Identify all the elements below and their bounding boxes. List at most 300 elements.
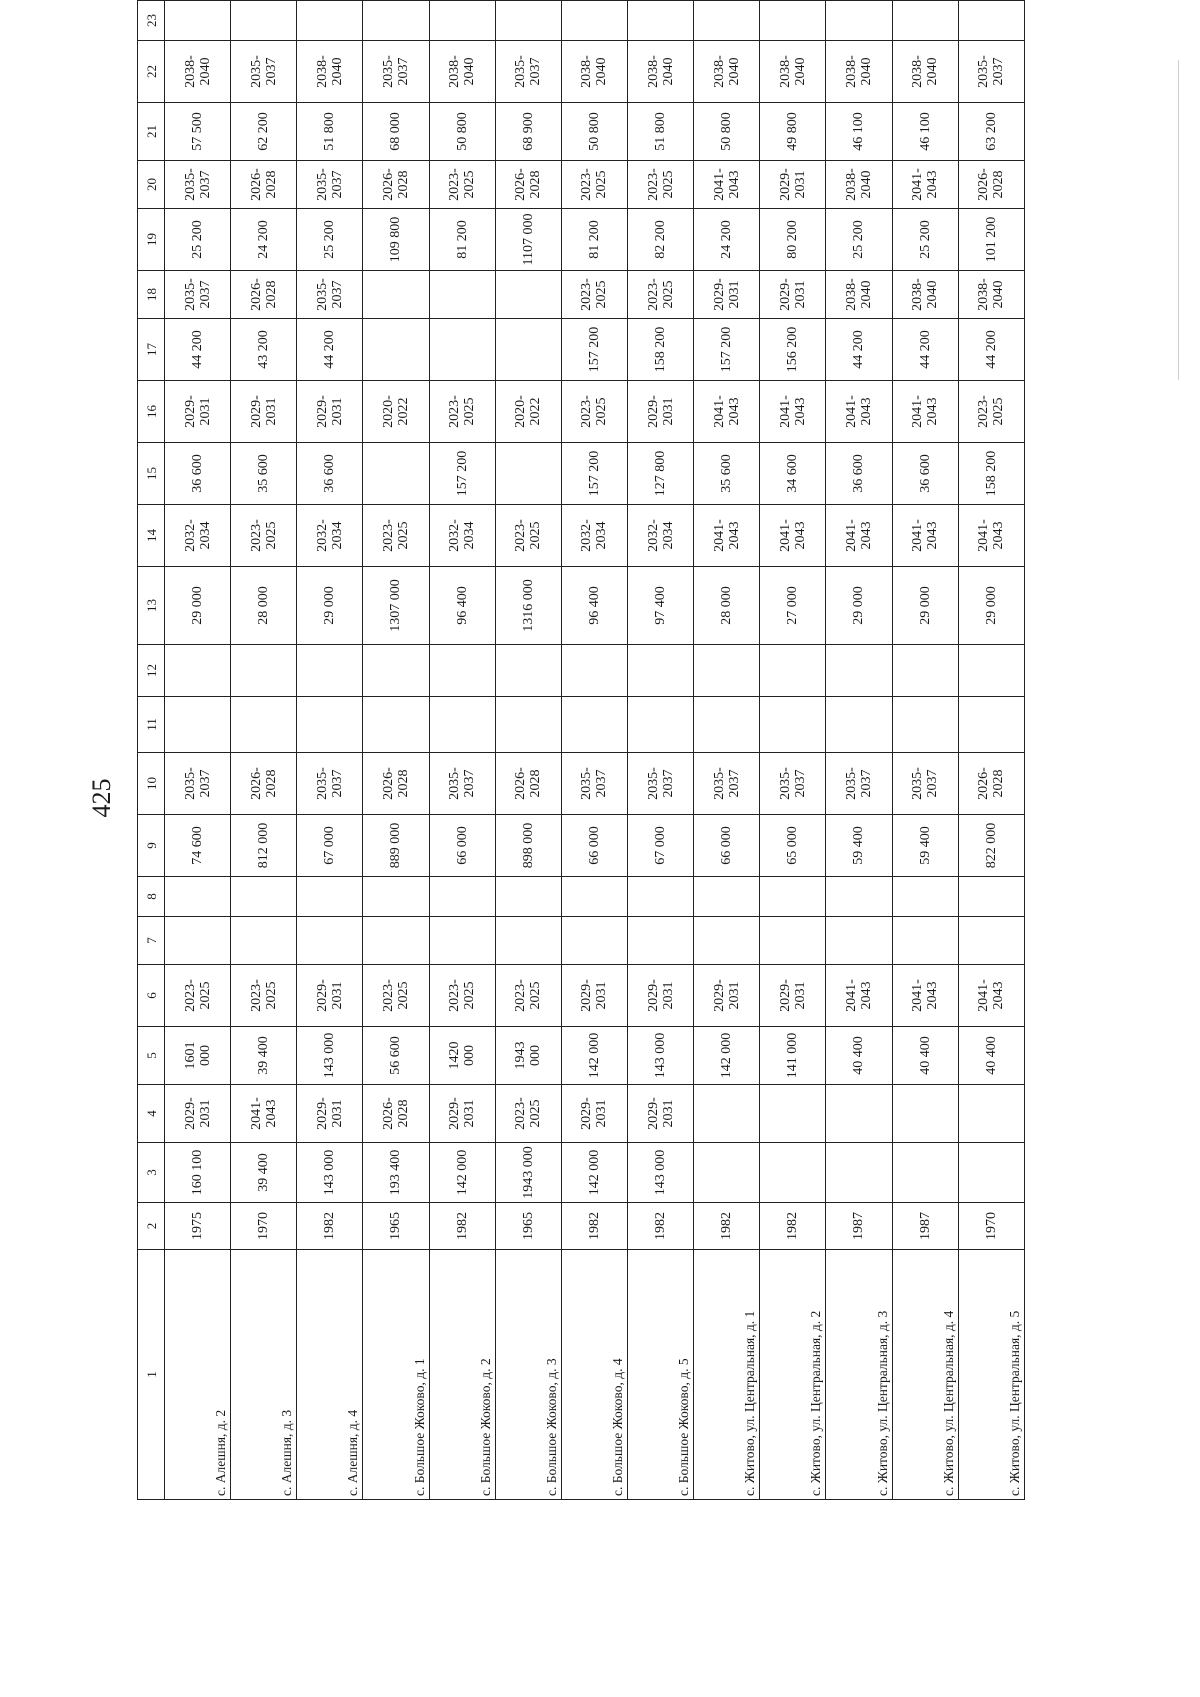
table-cell: 82 200 [627, 209, 693, 271]
column-header: 14 [138, 505, 165, 567]
address-cell: с. Большое Жоково, д. 3 [495, 1250, 561, 1500]
table-cell: 2035-2037 [363, 41, 429, 103]
table-cell: 2029-2031 [429, 1085, 495, 1143]
table-cell: 1987 [826, 1203, 892, 1250]
table-row [892, 0, 958, 1500]
table-cell: 24 200 [694, 209, 760, 271]
table-cell: 2029-2031 [297, 965, 363, 1027]
table-cell: 39 400 [231, 1027, 297, 1085]
address-cell: с. Большое Жоково, д. 5 [627, 1250, 693, 1500]
table-cell: 2029-2031 [627, 381, 693, 443]
table-cell [495, 697, 561, 753]
table-cell [694, 1143, 760, 1203]
table-cell [495, 1, 561, 41]
table-cell: 156 200 [760, 319, 826, 381]
column-header: 17 [138, 319, 165, 381]
address-cell: с. Большое Жоково, д. 1 [363, 1250, 429, 1500]
table-cell: 2020-2022 [495, 381, 561, 443]
table-cell: 157 200 [429, 443, 495, 505]
table-cell [297, 697, 363, 753]
table-cell: 1987 [892, 1203, 958, 1250]
table-cell: 68 000 [363, 103, 429, 161]
table-cell [958, 1085, 1024, 1143]
table-cell: 141 000 [760, 1027, 826, 1085]
table-cell: 2038-2040 [892, 41, 958, 103]
table-cell [165, 697, 231, 753]
table-cell: 2032-2034 [297, 505, 363, 567]
table-cell: 1601 000 [165, 1027, 231, 1085]
table-cell: 2035-2037 [165, 271, 231, 319]
table-cell: 2035-2037 [429, 753, 495, 815]
table-cell: 2023-2025 [429, 965, 495, 1027]
table-cell [165, 0, 231, 1]
table-cell: 1970 [231, 1203, 297, 1250]
table-cell: 2041-2043 [892, 505, 958, 567]
table-cell [231, 697, 297, 753]
table-cell: 97 400 [627, 567, 693, 645]
table-cell: 40 400 [892, 1027, 958, 1085]
table-cell [363, 271, 429, 319]
table-cell [826, 1, 892, 41]
table-cell [627, 645, 693, 697]
table-cell: 65 000 [760, 815, 826, 877]
address-cell: с. Алешня, д. 3 [231, 1250, 297, 1500]
table-row [561, 0, 627, 1500]
table-cell: 2032-2034 [165, 505, 231, 567]
table-cell [363, 697, 429, 753]
address-cell: с. Житово, ул. Центральная, д. 3 [826, 1250, 892, 1500]
table-cell [429, 917, 495, 965]
table-cell: 44 200 [958, 319, 1024, 381]
column-header: 9 [138, 815, 165, 877]
table-cell [958, 877, 1024, 917]
table-cell: 66 000 [429, 815, 495, 877]
table-cell: 157 200 [694, 319, 760, 381]
table-cell: 2023-2025 [429, 381, 495, 443]
table-cell: 2029-2031 [760, 161, 826, 209]
table-cell: 2035-2037 [165, 753, 231, 815]
table-cell: 2035-2037 [297, 753, 363, 815]
table-cell [694, 0, 760, 1]
table-cell [958, 1, 1024, 41]
table-cell [363, 1, 429, 41]
table-cell: 66 000 [561, 815, 627, 877]
table-cell [694, 877, 760, 917]
table-cell: 2026-2028 [958, 753, 1024, 815]
table-cell: 29 000 [892, 567, 958, 645]
table-row [297, 0, 363, 1500]
table-cell: 35 600 [231, 443, 297, 505]
table-cell [495, 319, 561, 381]
table-cell: 2035-2037 [297, 161, 363, 209]
table-cell [297, 1, 363, 41]
table-cell [760, 645, 826, 697]
table-cell: 2029-2031 [694, 965, 760, 1027]
table-cell [561, 1, 627, 41]
table-cell [826, 0, 892, 1]
table-cell: 2026-2028 [495, 161, 561, 209]
table-row [958, 0, 1024, 1500]
table-cell: 2026-2028 [363, 753, 429, 815]
table-cell [760, 917, 826, 965]
table-cell [429, 0, 495, 1]
table-cell: 2038-2040 [826, 41, 892, 103]
table-cell: 2041-2043 [892, 381, 958, 443]
rotated-table-frame [137, 14, 1025, 1500]
table-cell [495, 877, 561, 917]
table-cell: 2038-2040 [297, 41, 363, 103]
table-cell [627, 697, 693, 753]
table-cell: 158 200 [627, 319, 693, 381]
table-cell: 2032-2034 [561, 505, 627, 567]
table-cell [892, 1, 958, 41]
table-cell: 2035-2037 [165, 161, 231, 209]
table-cell [561, 917, 627, 965]
table-cell: 96 400 [429, 567, 495, 645]
table-cell: 44 200 [892, 319, 958, 381]
table-cell: 812 000 [231, 815, 297, 877]
table-cell [958, 917, 1024, 965]
table-cell [165, 917, 231, 965]
table-cell: 2023-2025 [495, 965, 561, 1027]
table-cell: 1982 [561, 1203, 627, 1250]
table-cell: 2023-2025 [363, 505, 429, 567]
table-cell: 1982 [694, 1203, 760, 1250]
table-cell: 81 200 [561, 209, 627, 271]
table-cell: 2041-2043 [826, 965, 892, 1027]
address-cell: с. Житово, ул. Центральная, д. 5 [958, 1250, 1024, 1500]
table-cell: 2029-2031 [627, 965, 693, 1027]
table-cell [958, 645, 1024, 697]
table-cell: 2026-2028 [231, 753, 297, 815]
column-header: 5 [138, 1027, 165, 1085]
table-cell: 2032-2034 [627, 505, 693, 567]
table-cell [958, 1143, 1024, 1203]
address-cell: с. Большое Жоково, д. 4 [561, 1250, 627, 1500]
table-cell: 2038-2040 [429, 41, 495, 103]
table-cell: 2035-2037 [760, 753, 826, 815]
table-cell: 1975 [165, 1203, 231, 1250]
data-table [137, 0, 1025, 1500]
table-cell: 2041-2043 [694, 161, 760, 209]
table-cell [892, 1143, 958, 1203]
table-container [137, 14, 1025, 1500]
column-header: 12 [138, 645, 165, 697]
table-cell: 25 200 [165, 209, 231, 271]
table-cell: 1965 [495, 1203, 561, 1250]
table-cell: 1316 000 [495, 567, 561, 645]
table-row [363, 0, 429, 1500]
table-cell [429, 645, 495, 697]
table-cell: 2035-2037 [495, 41, 561, 103]
table-cell: 193 400 [363, 1143, 429, 1203]
table-cell: 68 900 [495, 103, 561, 161]
table-cell: 62 200 [231, 103, 297, 161]
table-cell: 2038-2040 [892, 271, 958, 319]
table-cell: 143 000 [297, 1027, 363, 1085]
table-cell: 80 200 [760, 209, 826, 271]
table-cell: 44 200 [826, 319, 892, 381]
table-cell [892, 0, 958, 1]
address-cell: с. Алешня, д. 4 [297, 1250, 363, 1500]
column-header: 13 [138, 567, 165, 645]
table-cell [495, 645, 561, 697]
table-cell: 2041-2043 [231, 1085, 297, 1143]
table-row [165, 0, 231, 1500]
column-header: 11 [138, 697, 165, 753]
table-cell: 28 000 [231, 567, 297, 645]
table-cell: 2038-2040 [561, 41, 627, 103]
table-cell: 35 600 [694, 443, 760, 505]
table-cell: 24 200 [231, 209, 297, 271]
table-cell: 2041-2043 [760, 381, 826, 443]
table-cell: 1982 [429, 1203, 495, 1250]
table-cell: 1943 000 [495, 1027, 561, 1085]
table-cell: 36 600 [826, 443, 892, 505]
table-cell [760, 697, 826, 753]
table-cell: 2041-2043 [892, 965, 958, 1027]
table-cell: 29 000 [958, 567, 1024, 645]
table-cell [363, 443, 429, 505]
column-header: 7 [138, 917, 165, 965]
table-cell [165, 645, 231, 697]
table-cell: 27 000 [760, 567, 826, 645]
table-cell: 2029-2031 [694, 271, 760, 319]
table-cell: 63 200 [958, 103, 1024, 161]
table-cell: 2029-2031 [760, 965, 826, 1027]
address-cell: с. Большое Жоково, д. 2 [429, 1250, 495, 1500]
table-cell: 2023-2025 [363, 965, 429, 1027]
table-cell [627, 877, 693, 917]
table-cell: 143 000 [627, 1143, 693, 1203]
table-cell: 1107 000 [495, 209, 561, 271]
table-cell: 44 200 [297, 319, 363, 381]
table-cell: 2035-2037 [892, 753, 958, 815]
table-cell [495, 0, 561, 1]
table-cell: 34 600 [760, 443, 826, 505]
table-cell: 66 000 [694, 815, 760, 877]
table-cell: 2041-2043 [694, 505, 760, 567]
table-cell: 2023-2025 [429, 161, 495, 209]
table-cell: 46 100 [892, 103, 958, 161]
table-cell [495, 443, 561, 505]
table-cell: 2041-2043 [694, 381, 760, 443]
table-cell: 142 000 [694, 1027, 760, 1085]
table-row [429, 0, 495, 1500]
table-cell: 28 000 [694, 567, 760, 645]
address-cell: с. Житово, ул. Центральная, д. 1 [694, 1250, 760, 1500]
table-cell: 2029-2031 [561, 1085, 627, 1143]
table-cell: 2029-2031 [760, 271, 826, 319]
table-row [231, 0, 297, 1500]
table-cell: 36 600 [165, 443, 231, 505]
table-cell: 2038-2040 [958, 271, 1024, 319]
column-header: 3 [138, 1143, 165, 1203]
table-cell [892, 697, 958, 753]
table-cell: 2029-2031 [165, 1085, 231, 1143]
table-cell [892, 645, 958, 697]
table-cell [231, 645, 297, 697]
table-cell: 127 800 [627, 443, 693, 505]
table-cell [826, 1143, 892, 1203]
table-cell: 2026-2028 [231, 271, 297, 319]
table-cell: 2041-2043 [826, 505, 892, 567]
table-cell: 142 000 [429, 1143, 495, 1203]
table-cell: 59 400 [892, 815, 958, 877]
table-cell: 96 400 [561, 567, 627, 645]
table-cell [429, 1, 495, 41]
table-cell: 1982 [627, 1203, 693, 1250]
table-cell: 1982 [760, 1203, 826, 1250]
table-cell: 2029-2031 [627, 1085, 693, 1143]
table-cell [958, 0, 1024, 1]
table-cell: 2035-2037 [231, 41, 297, 103]
table-cell: 143 000 [297, 1143, 363, 1203]
column-header: 18 [138, 271, 165, 319]
table-cell: 157 200 [561, 443, 627, 505]
column-header: 15 [138, 443, 165, 505]
table-row [694, 0, 760, 1500]
table-cell: 2023-2025 [495, 1085, 561, 1143]
table-cell: 74 600 [165, 815, 231, 877]
column-header: 16 [138, 381, 165, 443]
column-header [138, 0, 165, 1]
table-cell [429, 877, 495, 917]
table-cell: 2041-2043 [958, 965, 1024, 1027]
table-body [165, 0, 1025, 1500]
table-cell [231, 917, 297, 965]
table-cell [627, 1, 693, 41]
table-cell: 56 600 [363, 1027, 429, 1085]
table-cell: 158 200 [958, 443, 1024, 505]
table-cell [363, 319, 429, 381]
table-cell [826, 877, 892, 917]
table-cell: 2038-2040 [760, 41, 826, 103]
table-cell [760, 877, 826, 917]
table-cell [760, 1143, 826, 1203]
table-cell: 2023-2025 [495, 505, 561, 567]
table-cell [826, 917, 892, 965]
table-cell [694, 1, 760, 41]
table-cell [429, 319, 495, 381]
table-cell [892, 877, 958, 917]
table-cell: 1965 [363, 1203, 429, 1250]
table-cell [363, 0, 429, 1]
table-cell: 50 800 [694, 103, 760, 161]
table-cell [363, 917, 429, 965]
table-header-row [138, 0, 165, 1500]
table-cell: 2023-2025 [958, 381, 1024, 443]
table-cell: 1943 000 [495, 1143, 561, 1203]
table-cell: 1982 [297, 1203, 363, 1250]
table-cell: 2026-2028 [363, 161, 429, 209]
table-cell: 2038-2040 [826, 161, 892, 209]
table-cell [495, 271, 561, 319]
table-cell [760, 0, 826, 1]
table-cell [627, 917, 693, 965]
table-cell: 2029-2031 [297, 381, 363, 443]
column-header: 2 [138, 1203, 165, 1250]
table-cell: 49 800 [760, 103, 826, 161]
table-cell: 2038-2040 [826, 271, 892, 319]
table-cell: 2038-2040 [627, 41, 693, 103]
column-header: 19 [138, 209, 165, 271]
table-cell [231, 0, 297, 1]
table-cell: 160 100 [165, 1143, 231, 1203]
table-cell: 2026-2028 [495, 753, 561, 815]
table-cell: 36 600 [892, 443, 958, 505]
table-cell: 50 800 [561, 103, 627, 161]
table-cell: 142 000 [561, 1027, 627, 1085]
table-cell: 2023-2025 [231, 505, 297, 567]
table-cell [561, 645, 627, 697]
column-header: 8 [138, 877, 165, 917]
table-cell [363, 645, 429, 697]
table-cell [429, 271, 495, 319]
table-cell: 2035-2037 [694, 753, 760, 815]
table-cell [297, 877, 363, 917]
table-cell [297, 0, 363, 1]
table-cell: 43 200 [231, 319, 297, 381]
address-cell: с. Алешня, д. 2 [165, 1250, 231, 1500]
table-cell: 822 000 [958, 815, 1024, 877]
table-cell [561, 0, 627, 1]
table-cell: 142 000 [561, 1143, 627, 1203]
address-cell: с. Житово, ул. Центральная, д. 2 [760, 1250, 826, 1500]
table-cell: 44 200 [165, 319, 231, 381]
table-cell [694, 917, 760, 965]
table-cell: 2026-2028 [363, 1085, 429, 1143]
table-cell: 59 400 [826, 815, 892, 877]
table-cell: 2041-2043 [892, 161, 958, 209]
table-cell: 2023-2025 [231, 965, 297, 1027]
table-cell: 2023-2025 [561, 161, 627, 209]
column-header: 21 [138, 103, 165, 161]
table-cell [892, 1085, 958, 1143]
table-cell: 157 200 [561, 319, 627, 381]
table-cell: 57 500 [165, 103, 231, 161]
table-cell [165, 877, 231, 917]
column-header: 6 [138, 965, 165, 1027]
column-header: 20 [138, 161, 165, 209]
table-cell [826, 697, 892, 753]
table-cell [429, 697, 495, 753]
table-cell: 2023-2025 [561, 381, 627, 443]
table-cell: 39 400 [231, 1143, 297, 1203]
table-cell [958, 697, 1024, 753]
table-cell: 1420 000 [429, 1027, 495, 1085]
column-header: 22 [138, 41, 165, 103]
table-cell: 1970 [958, 1203, 1024, 1250]
scan-edge-line [1178, 60, 1179, 380]
table-cell: 2041-2043 [826, 381, 892, 443]
address-cell: с. Житово, ул. Центральная, д. 4 [892, 1250, 958, 1500]
table-cell [297, 645, 363, 697]
table-cell [495, 917, 561, 965]
table-cell: 2041-2043 [958, 505, 1024, 567]
table-cell: 50 800 [429, 103, 495, 161]
table-cell [363, 877, 429, 917]
table-cell: 40 400 [958, 1027, 1024, 1085]
column-header: 23 [138, 1, 165, 41]
table-cell: 2029-2031 [297, 1085, 363, 1143]
table-cell: 51 800 [297, 103, 363, 161]
table-cell [627, 0, 693, 1]
table-cell: 67 000 [627, 815, 693, 877]
column-header: 10 [138, 753, 165, 815]
table-cell: 2023-2025 [627, 271, 693, 319]
table-cell [826, 1085, 892, 1143]
